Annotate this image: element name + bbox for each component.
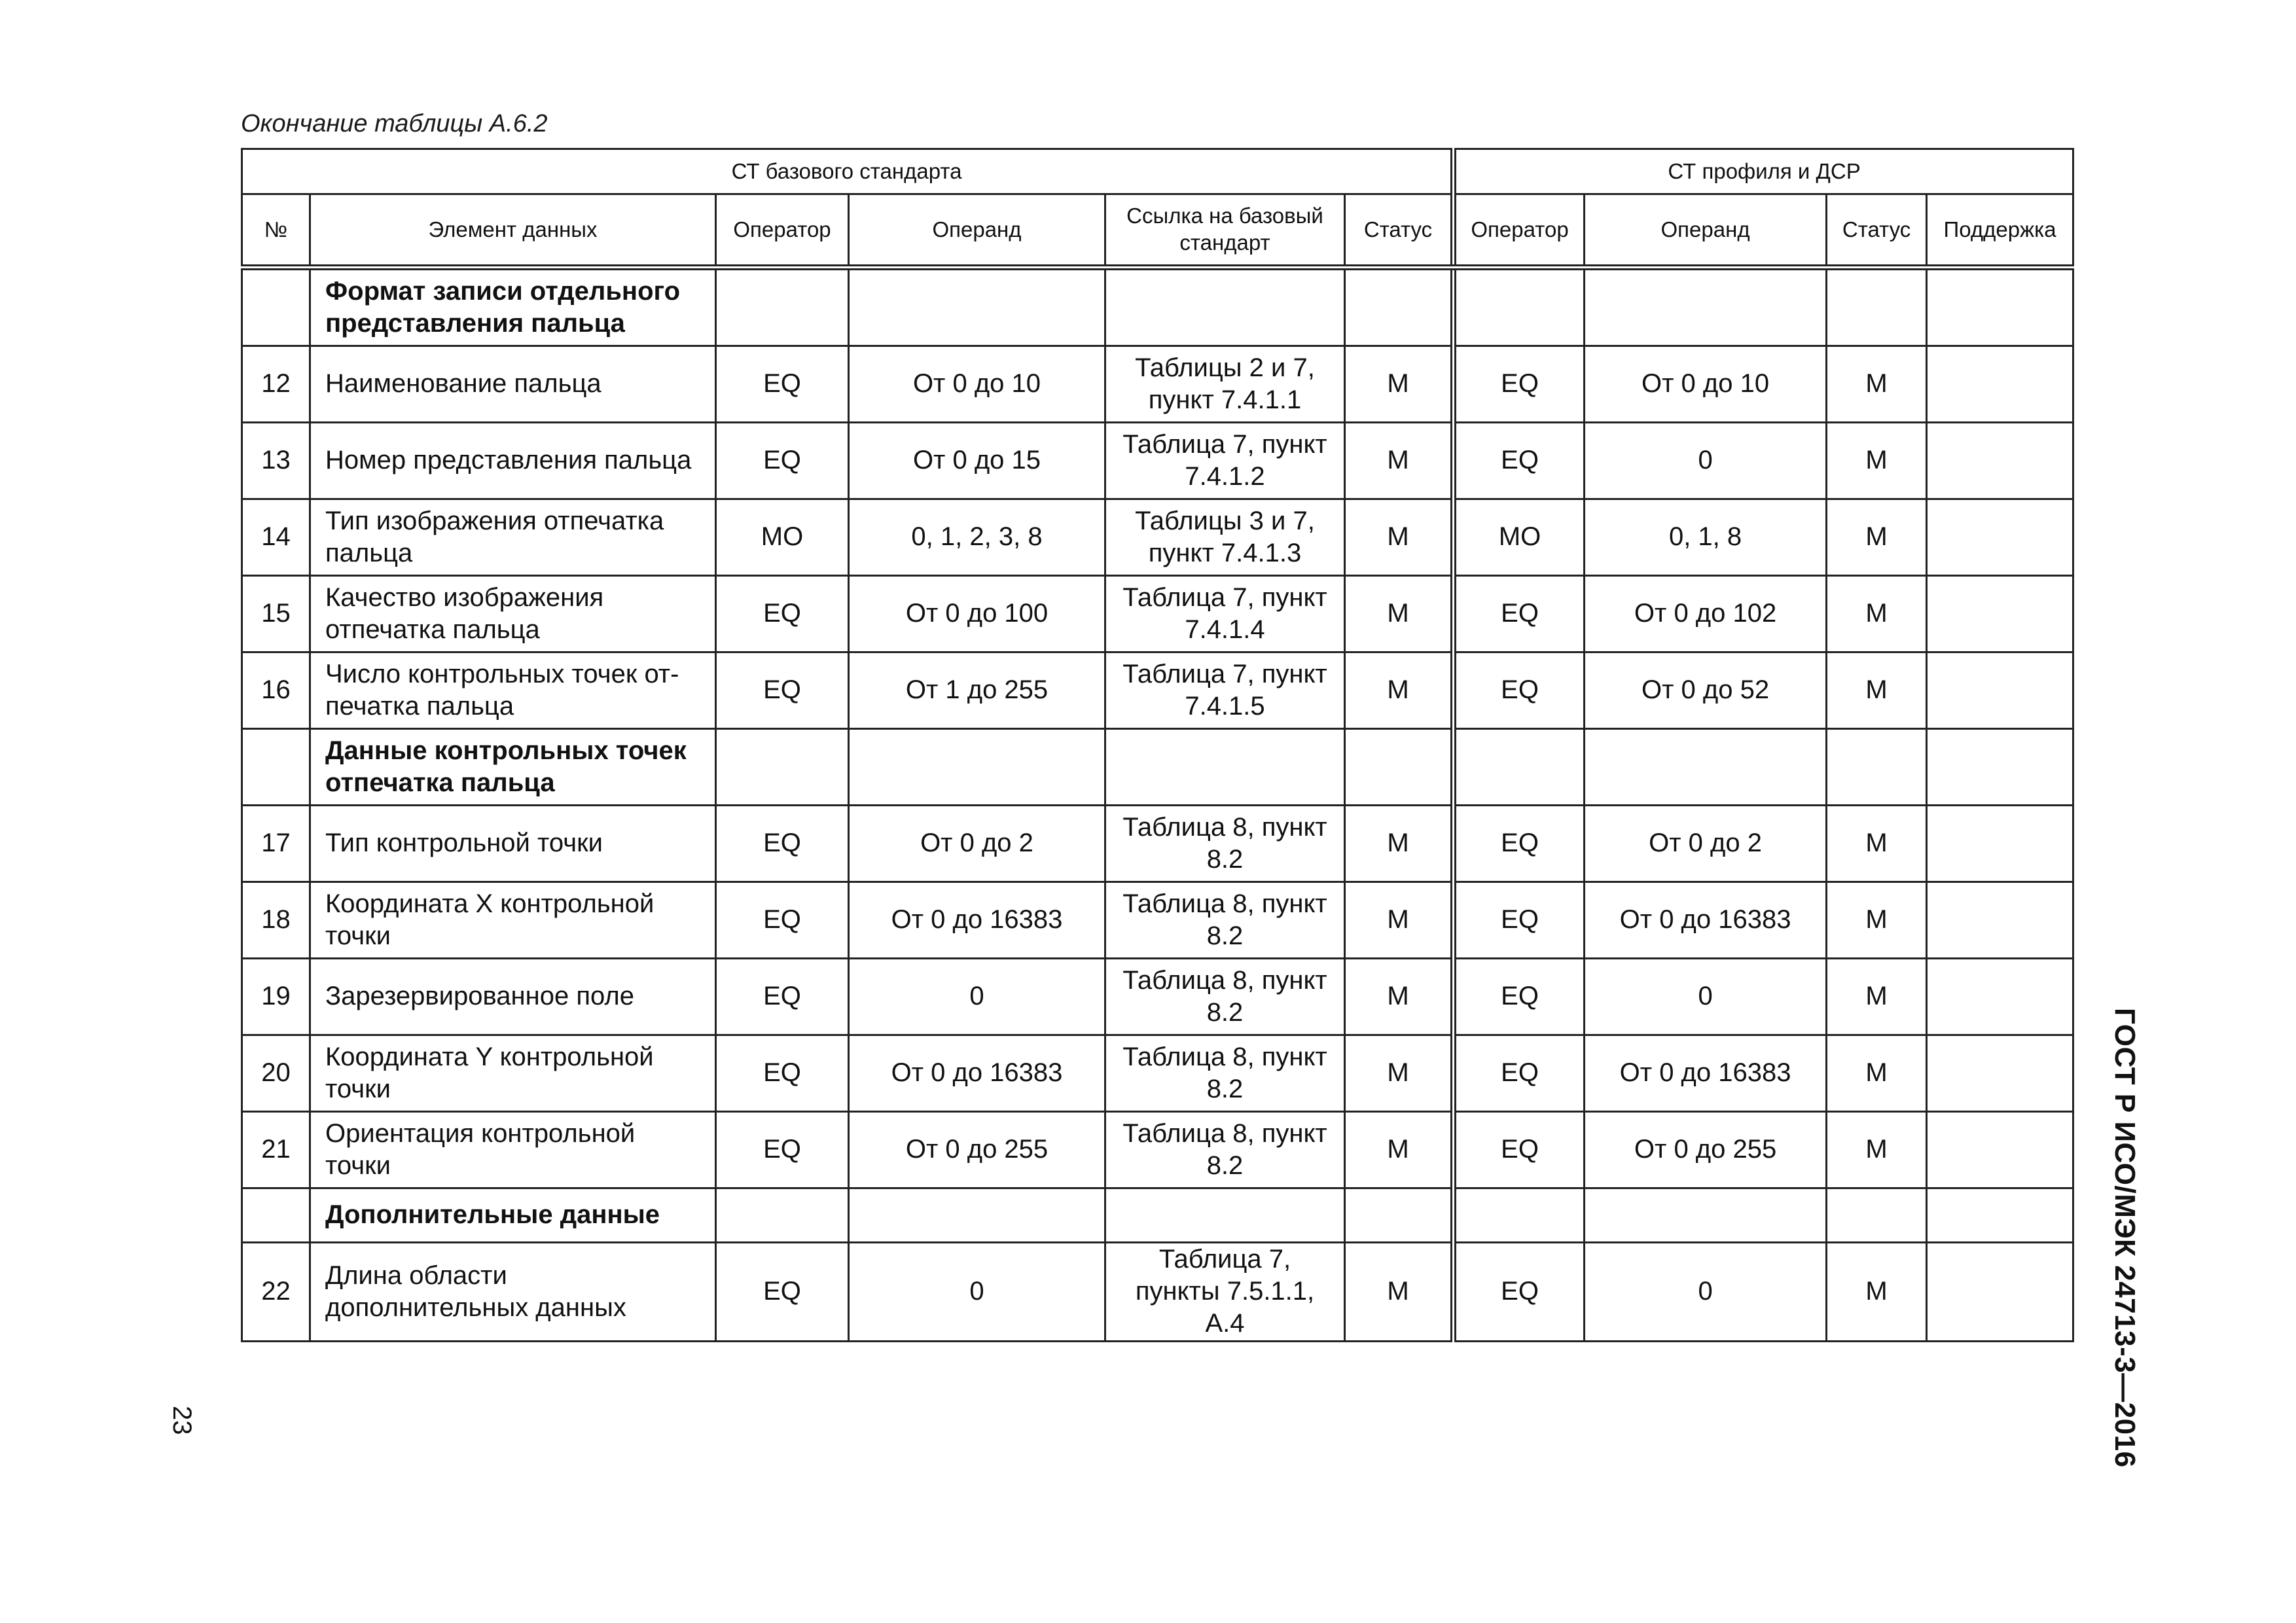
cell-reference: Таблицы 2 и 7, пункт 7.4.1.1 xyxy=(1105,346,1345,423)
cell-profile-operator: EQ xyxy=(1454,652,1585,729)
cell-element: Тип изображения отпечатка пальца xyxy=(310,499,716,576)
cell-profile-operand: От 0 до 102 xyxy=(1585,576,1827,652)
cell-support xyxy=(1927,346,2073,423)
cell-status: M xyxy=(1345,806,1454,882)
cell-profile-status: M xyxy=(1827,576,1927,652)
cell-status: M xyxy=(1345,576,1454,652)
cell-profile-operand: От 0 до 16383 xyxy=(1585,1035,1827,1112)
cell-operand xyxy=(849,729,1105,806)
cell-support xyxy=(1927,268,2073,346)
col-header-operator: Оператор xyxy=(716,194,849,268)
cell-number: 14 xyxy=(242,499,310,576)
col-header-status: Статус xyxy=(1345,194,1454,268)
cell-status: M xyxy=(1345,1112,1454,1188)
cell-operator: EQ xyxy=(716,806,849,882)
table-row xyxy=(242,1035,2073,1112)
cell-number: 17 xyxy=(242,806,310,882)
cell-element: Длина области дополнительных данных xyxy=(310,1243,716,1342)
cell-reference xyxy=(1105,1188,1345,1243)
cell-support xyxy=(1927,882,2073,959)
cell-status: M xyxy=(1345,652,1454,729)
cell-element: Номер представления пальца xyxy=(310,423,716,499)
cell-reference: Таблица 8, пункт 8.2 xyxy=(1105,959,1345,1035)
cell-number: 22 xyxy=(242,1243,310,1342)
cell-status: M xyxy=(1345,346,1454,423)
cell-support xyxy=(1927,652,2073,729)
cell-element: Зарезервированное поле xyxy=(310,959,716,1035)
cell-status: M xyxy=(1345,499,1454,576)
group-header-base: СТ базового стандарта xyxy=(242,149,1454,194)
cell-support xyxy=(1927,729,2073,806)
section-row xyxy=(242,729,2073,806)
cell-element: Дополнительные данные xyxy=(310,1188,716,1243)
cell-profile-status: M xyxy=(1827,652,1927,729)
cell-number: 15 xyxy=(242,576,310,652)
cell-profile-status xyxy=(1827,268,1927,346)
cell-number xyxy=(242,1188,310,1243)
cell-status: M xyxy=(1345,959,1454,1035)
cell-operator: EQ xyxy=(716,959,849,1035)
cell-profile-operator xyxy=(1454,1188,1585,1243)
cell-number: 20 xyxy=(242,1035,310,1112)
cell-reference: Таблицы 3 и 7, пункт 7.4.1.3 xyxy=(1105,499,1345,576)
cell-profile-operand: 0 xyxy=(1585,959,1827,1035)
table-row xyxy=(242,1112,2073,1188)
cell-number: 21 xyxy=(242,1112,310,1188)
table-row xyxy=(242,499,2073,576)
cell-operator: EQ xyxy=(716,576,849,652)
cell-operand: 0 xyxy=(849,1243,1105,1342)
cell-profile-operand: От 0 до 10 xyxy=(1585,346,1827,423)
cell-profile-operand: 0 xyxy=(1585,423,1827,499)
cell-status xyxy=(1345,1188,1454,1243)
cell-support xyxy=(1927,1035,2073,1112)
cell-operand: 0, 1, 2, 3, 8 xyxy=(849,499,1105,576)
cell-profile-operator: EQ xyxy=(1454,882,1585,959)
cell-number xyxy=(242,268,310,346)
cell-number: 18 xyxy=(242,882,310,959)
cell-operand: От 0 до 16383 xyxy=(849,1035,1105,1112)
cell-profile-operand: От 0 до 52 xyxy=(1585,652,1827,729)
cell-support xyxy=(1927,423,2073,499)
cell-support xyxy=(1927,1243,2073,1342)
table-row xyxy=(242,959,2073,1035)
group-header-profile: СТ профиля и ДСР xyxy=(1454,149,2073,194)
cell-reference: Таблица 7, пункт 7.4.1.2 xyxy=(1105,423,1345,499)
cell-reference xyxy=(1105,729,1345,806)
col-header-support: Поддержка xyxy=(1927,194,2073,268)
cell-number: 19 xyxy=(242,959,310,1035)
cell-reference: Таблица 7, пункты 7.5.1.1, А.4 xyxy=(1105,1243,1345,1342)
cell-reference: Таблица 8, пункт 8.2 xyxy=(1105,1112,1345,1188)
page-number: 23 xyxy=(168,1406,196,1435)
cell-profile-operand xyxy=(1585,1188,1827,1243)
cell-operator: MO xyxy=(716,499,849,576)
cell-operator: EQ xyxy=(716,1035,849,1112)
cell-operator xyxy=(716,1188,849,1243)
cell-profile-status xyxy=(1827,1188,1927,1243)
cell-profile-operator: EQ xyxy=(1454,1035,1585,1112)
section-row xyxy=(242,268,2073,346)
cell-operator: EQ xyxy=(716,346,849,423)
cell-status: M xyxy=(1345,1243,1454,1342)
cell-number xyxy=(242,729,310,806)
cell-reference: Таблица 8, пункт 8.2 xyxy=(1105,882,1345,959)
cell-operator: EQ xyxy=(716,652,849,729)
cell-profile-operand: От 0 до 16383 xyxy=(1585,882,1827,959)
cell-profile-operator: EQ xyxy=(1454,423,1585,499)
cell-operand: От 0 до 15 xyxy=(849,423,1105,499)
section-row xyxy=(242,1188,2073,1243)
cell-operand: От 0 до 10 xyxy=(849,346,1105,423)
cell-profile-status: M xyxy=(1827,499,1927,576)
cell-element: Качество изображения отпечатка пальца xyxy=(310,576,716,652)
cell-profile-status: M xyxy=(1827,346,1927,423)
cell-element: Координата Y контрольной точки xyxy=(310,1035,716,1112)
table-body xyxy=(242,268,2073,1342)
document-code: ГОСТ Р ИСО/МЭК 24713-3—2016 xyxy=(2109,1008,2141,1468)
col-header-profile-status: Статус xyxy=(1827,194,1927,268)
table-row xyxy=(242,652,2073,729)
cell-profile-operator xyxy=(1454,729,1585,806)
table-row xyxy=(242,882,2073,959)
col-header-profile-operand: Операнд xyxy=(1585,194,1827,268)
cell-operand: От 1 до 255 xyxy=(849,652,1105,729)
table-row xyxy=(242,346,2073,423)
cell-number: 12 xyxy=(242,346,310,423)
cell-profile-operator: EQ xyxy=(1454,1243,1585,1342)
cell-element: Координата X контрольной точки xyxy=(310,882,716,959)
cell-profile-operator: EQ xyxy=(1454,346,1585,423)
cell-profile-status: M xyxy=(1827,1243,1927,1342)
cell-element: Данные контрольных точек отпечатка пальца xyxy=(310,729,716,806)
cell-profile-status: M xyxy=(1827,806,1927,882)
cell-operator xyxy=(716,729,849,806)
cell-profile-status: M xyxy=(1827,959,1927,1035)
cell-profile-operator: EQ xyxy=(1454,959,1585,1035)
cell-profile-operand xyxy=(1585,268,1827,346)
cell-operand: От 0 до 2 xyxy=(849,806,1105,882)
cell-profile-operand: 0 xyxy=(1585,1243,1827,1342)
cell-number: 13 xyxy=(242,423,310,499)
cell-profile-status: M xyxy=(1827,423,1927,499)
cell-profile-operand: От 0 до 255 xyxy=(1585,1112,1827,1188)
table-row xyxy=(242,423,2073,499)
table-row xyxy=(242,576,2073,652)
cell-operator: EQ xyxy=(716,423,849,499)
cell-profile-operand: От 0 до 2 xyxy=(1585,806,1827,882)
cell-operand xyxy=(849,268,1105,346)
cell-profile-status: M xyxy=(1827,882,1927,959)
cell-profile-operator: EQ xyxy=(1454,806,1585,882)
cell-element: Наименование пальца xyxy=(310,346,716,423)
cell-support xyxy=(1927,959,2073,1035)
cell-operator xyxy=(716,268,849,346)
cell-support xyxy=(1927,1188,2073,1243)
cell-operand xyxy=(849,1188,1105,1243)
cell-status: M xyxy=(1345,1035,1454,1112)
cell-operator: EQ xyxy=(716,1243,849,1342)
cell-element: Число контрольных точек от-печатка пальца xyxy=(310,652,716,729)
cell-reference: Таблица 7, пункт 7.4.1.5 xyxy=(1105,652,1345,729)
cell-operand: От 0 до 255 xyxy=(849,1112,1105,1188)
cell-status xyxy=(1345,268,1454,346)
cell-support xyxy=(1927,1112,2073,1188)
cell-element: Формат записи отдельного представления пальца xyxy=(310,268,716,346)
cell-reference: Таблица 8, пункт 8.2 xyxy=(1105,806,1345,882)
table-row xyxy=(242,1243,2073,1342)
cell-support xyxy=(1927,806,2073,882)
table-caption: Окончание таблицы А.6.2 xyxy=(241,110,548,137)
cell-number: 16 xyxy=(242,652,310,729)
col-header-number: № xyxy=(242,194,310,268)
cell-profile-status: M xyxy=(1827,1112,1927,1188)
cell-operand: От 0 до 100 xyxy=(849,576,1105,652)
col-header-profile-operator: Оператор xyxy=(1454,194,1585,268)
cell-operand: 0 xyxy=(849,959,1105,1035)
cell-profile-operator xyxy=(1454,268,1585,346)
col-header-operand: Операнд xyxy=(849,194,1105,268)
cell-profile-status: M xyxy=(1827,1035,1927,1112)
cell-profile-operator: MO xyxy=(1454,499,1585,576)
cell-reference: Таблица 8, пункт 8.2 xyxy=(1105,1035,1345,1112)
cell-element: Тип контрольной точки xyxy=(310,806,716,882)
cell-profile-operand: 0, 1, 8 xyxy=(1585,499,1827,576)
cell-support xyxy=(1927,576,2073,652)
col-header-element: Элемент данных xyxy=(310,194,716,268)
conformance-table xyxy=(241,148,2074,1342)
cell-operator: EQ xyxy=(716,882,849,959)
cell-profile-status xyxy=(1827,729,1927,806)
cell-profile-operator: EQ xyxy=(1454,1112,1585,1188)
cell-element: Ориентация контрольной точки xyxy=(310,1112,716,1188)
cell-operand: От 0 до 16383 xyxy=(849,882,1105,959)
cell-reference xyxy=(1105,268,1345,346)
col-header-reference: Ссылка на базовый стандарт xyxy=(1105,194,1345,268)
cell-status: M xyxy=(1345,423,1454,499)
cell-profile-operator: EQ xyxy=(1454,576,1585,652)
table-row xyxy=(242,806,2073,882)
cell-support xyxy=(1927,499,2073,576)
cell-operator: EQ xyxy=(716,1112,849,1188)
cell-status xyxy=(1345,729,1454,806)
cell-profile-operand xyxy=(1585,729,1827,806)
cell-status: M xyxy=(1345,882,1454,959)
cell-reference: Таблица 7, пункт 7.4.1.4 xyxy=(1105,576,1345,652)
